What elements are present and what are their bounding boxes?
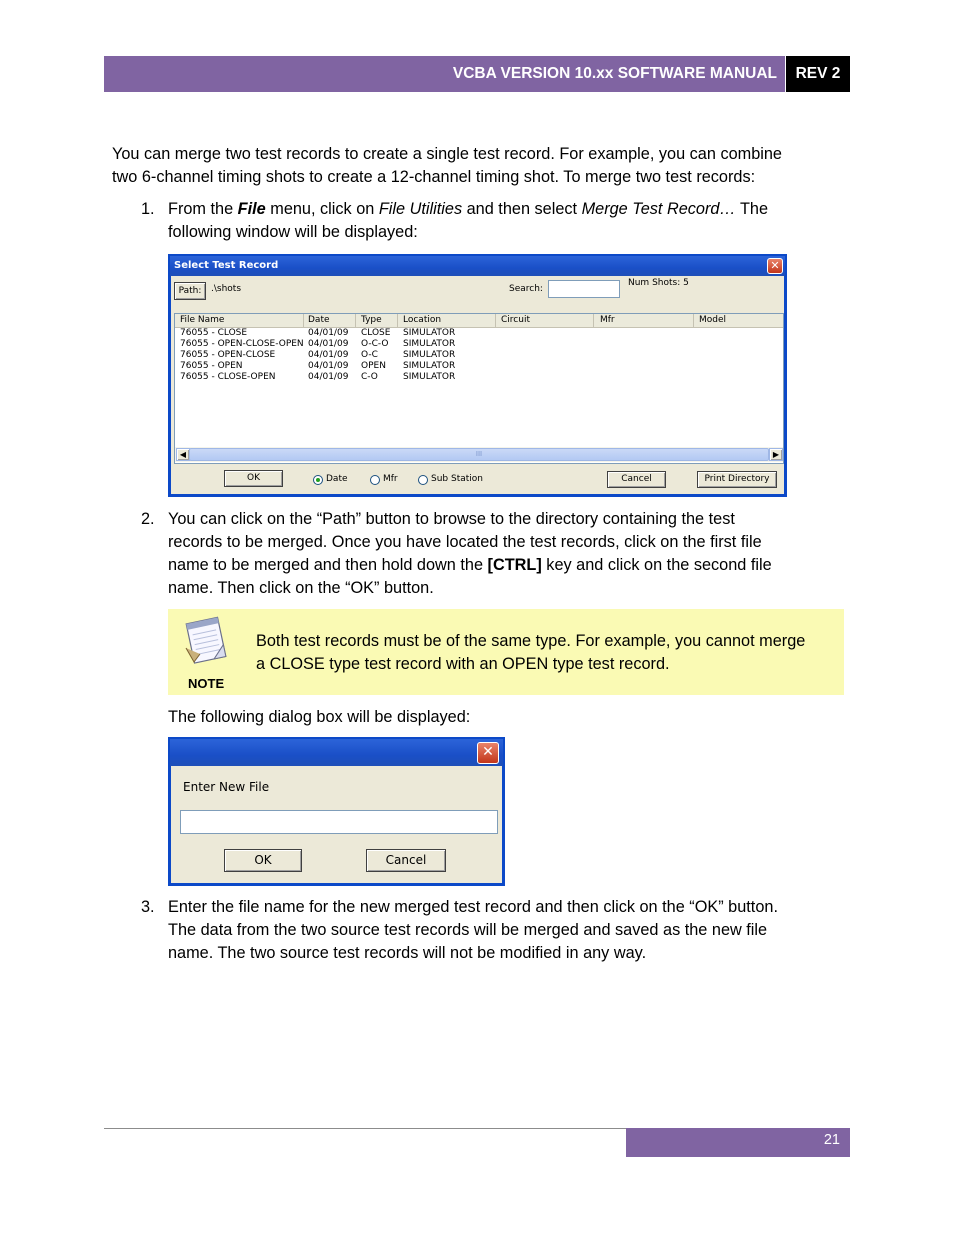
column-divider	[397, 314, 398, 327]
window-title: Select Test Record	[174, 260, 279, 271]
cell-type: CLOSE	[361, 328, 391, 338]
table-row[interactable]	[175, 350, 775, 361]
select-test-record-window	[168, 254, 787, 497]
note-line-1: Both test records must be of the same type. For example, you cannot merge	[256, 632, 806, 650]
table-row[interactable]	[175, 361, 775, 372]
step-2-number: 2.	[141, 510, 155, 528]
note-line-2: a CLOSE type test record with an OPEN type test record.	[256, 655, 670, 673]
footer-rule	[104, 1128, 626, 1129]
window-body	[171, 276, 784, 494]
note-label: NOTE	[188, 676, 225, 691]
cell-type: OPEN	[361, 361, 386, 371]
radio-mfr-label: Mfr	[383, 474, 398, 484]
path-value: .\shots	[211, 284, 242, 294]
note-box	[168, 609, 844, 695]
cell-location: SIMULATOR	[403, 339, 456, 349]
table-row[interactable]	[175, 339, 775, 350]
ok-button[interactable]: OK	[224, 470, 283, 487]
cell-location: SIMULATOR	[403, 372, 456, 382]
cell-type: O-C-O	[361, 339, 389, 349]
record-list[interactable]	[174, 313, 784, 464]
column-file-name[interactable]: File Name	[180, 315, 225, 325]
arrow-right-icon[interactable]: ▶	[769, 448, 783, 461]
dialog-body	[171, 766, 502, 883]
step-1-line-1: From the File menu, click on File Utilities and then select Merge Test Record… The	[168, 200, 769, 218]
title-bar	[170, 739, 503, 766]
column-divider	[693, 314, 694, 327]
cell-file-name: 76055 - OPEN	[180, 361, 243, 371]
cell-location: SIMULATOR	[403, 350, 456, 360]
intro-line-2: two 6-channel timing shots to create a 12-channel timing shot. To merge two test records:	[112, 168, 756, 186]
cell-file-name: 76055 - OPEN-CLOSE	[180, 350, 276, 360]
step-1-line-2: following window will be displayed:	[168, 223, 418, 241]
cell-date: 04/01/09	[308, 372, 349, 382]
search-label: Search:	[509, 284, 543, 294]
cancel-button[interactable]: Cancel	[366, 849, 446, 872]
print-directory-button[interactable]: Print Directory	[697, 471, 777, 488]
revision-badge: REV 2	[786, 56, 850, 92]
intro-line-1: You can merge two test records to create a single test record. For example, you can combine	[112, 145, 782, 163]
table-row[interactable]	[175, 372, 775, 383]
cell-date: 04/01/09	[308, 339, 349, 349]
column-date[interactable]: Date	[308, 315, 330, 325]
column-divider	[355, 314, 356, 327]
cell-type: O-C	[361, 350, 378, 360]
step-2-line-4: name. Then click on the “OK” button.	[168, 579, 434, 597]
following-dialog-text: The following dialog box will be displayed:	[168, 708, 471, 726]
column-location[interactable]: Location	[403, 315, 442, 325]
num-shots-label: Num Shots: 5	[628, 278, 689, 288]
column-circuit[interactable]: Circuit	[501, 315, 530, 325]
column-mfr[interactable]: Mfr	[600, 315, 615, 325]
page-number: 21	[823, 1132, 840, 1148]
column-divider	[495, 314, 496, 327]
table-row[interactable]	[175, 328, 775, 339]
cell-date: 04/01/09	[308, 350, 349, 360]
step-3-line-1: Enter the file name for the new merged test record and then click on the “OK” button.	[168, 898, 778, 916]
column-type[interactable]: Type	[361, 315, 382, 325]
cell-location: SIMULATOR	[403, 361, 456, 371]
step-3-line-3: name. The two source test records will not be modified in any way.	[168, 944, 647, 962]
radio-date[interactable]	[313, 475, 323, 485]
cell-date: 04/01/09	[308, 361, 349, 371]
manual-title: VCBA VERSION 10.xx SOFTWARE MANUAL	[452, 65, 777, 82]
step-2-line-3: name to be merged and then hold down the [CTRL] key and click on the second file	[168, 556, 772, 574]
cancel-button[interactable]: Cancel	[607, 471, 666, 488]
search-input[interactable]	[548, 280, 620, 298]
path-button[interactable]: Path:	[174, 282, 206, 300]
column-model[interactable]: Model	[699, 315, 727, 325]
column-divider	[593, 314, 594, 327]
radio-sub-station-label: Sub Station	[431, 474, 483, 484]
column-divider	[303, 314, 304, 327]
cell-file-name: 76055 - OPEN-CLOSE-OPEN	[180, 339, 304, 349]
radio-date-label: Date	[326, 474, 348, 484]
notepad-icon	[178, 614, 236, 666]
arrow-left-icon[interactable]: ◀	[176, 448, 190, 461]
horizontal-scrollbar[interactable]	[175, 447, 783, 462]
footer-page-box	[626, 1128, 850, 1157]
cell-location: SIMULATOR	[403, 328, 456, 338]
cell-file-name: 76055 - CLOSE-OPEN	[180, 372, 276, 382]
enter-new-file-dialog	[168, 737, 505, 886]
enter-new-file-label: Enter New File	[183, 780, 270, 794]
cell-file-name: 76055 - CLOSE	[180, 328, 248, 338]
scroll-thumb[interactable]: III	[189, 448, 769, 461]
close-x-icon[interactable]: ✕	[477, 742, 499, 764]
ok-button[interactable]: OK	[224, 849, 302, 872]
cell-type: C-O	[361, 372, 378, 382]
cell-date: 04/01/09	[308, 328, 349, 338]
title-bar	[170, 256, 785, 276]
step-3-number: 3.	[141, 898, 155, 916]
close-x-icon[interactable]: ✕	[767, 258, 783, 274]
step-2-line-2: records to be merged. Once you have located the test records, click on the first file	[168, 533, 762, 551]
radio-mfr[interactable]	[370, 475, 380, 485]
step-2-line-1: You can click on the “Path” button to browse to the directory containing the test	[168, 510, 735, 528]
step-3-line-2: The data from the two source test records will be merged and saved as the new file	[168, 921, 768, 939]
list-header	[175, 314, 783, 328]
radio-sub-station[interactable]	[418, 475, 428, 485]
new-file-input[interactable]	[180, 810, 498, 834]
step-1-number: 1.	[141, 200, 155, 218]
